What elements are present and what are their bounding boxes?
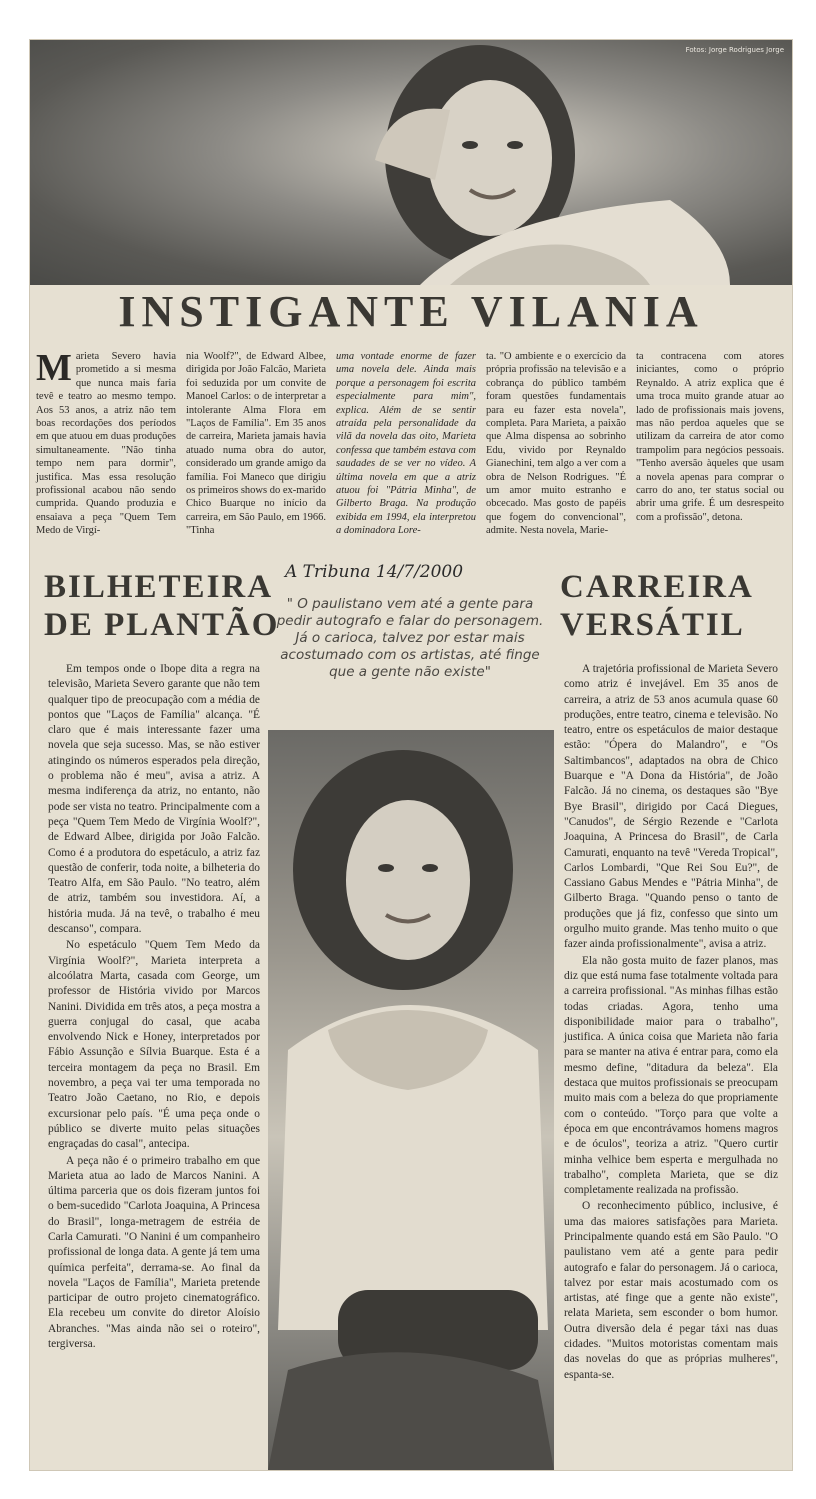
right-paragraph-3: O reconhecimento público, inclusive, é uma das maiores satisfações para Marieta. Principalmente quando está em São Paulo. "O paulistano vem até a gente para pedir autografo e falar do personagem. Já o carioca, talvez por estar mais acostumado com os artistas, até finge que a gente não existe", relata Marieta, sem esconder o bom humor. Outra diversão dela é pegar táxi nas duas cidades. "Muitos motoristas comentam mais das novelas do que as próprias mulheres", espanta-se.	[564, 1200, 778, 1381]
left-title-line1: BILHETEIRA	[44, 569, 274, 605]
top-article-col2: nia Woolf?", de Edward Albee, dirigida por João Falcão, Marieta foi seduzida por um convite de Manoel Carlos: o de interpretar a intolerante Alma Flora em "Laços de Família". Em 35 anos de carreira, Marieta jamais havia atuado numa obra do autor, considerado um grande amigo da família. Foi Maneco que dirigiu os primeiros shows do ex-marido Chico Buarque no início da carreira, em São Paulo, em 1966. "Tinha	[186, 351, 326, 537]
left-section-title	[44, 568, 279, 644]
portrait-illustration-bottom	[268, 730, 554, 1470]
right-title-line1: CARREIRA	[560, 569, 754, 605]
right-paragraph-2: Ela não gosta muito de fazer planos, mas diz que está numa fase totalmente voltada para a carreira profissional. "As minhas filhas estão todas criadas. Agora, tenho uma disponibilidade maior para o trabalho", justifica. A única coisa que Marieta não faria para se manter na ativa é entrar para, como ela mesmo define, "ditadura da beleza". Ela destaca que muitos profissionais se preocupam muito mais com a beleza do que propriamente com o conteúdo. "Torço para que volte a época em que encontrávamos homens magros e de óculos", teoriza a atriz. "Quero curtir minha velhice bem esperta e mergulhada no trabalho", completa Marieta, que se diz completamente realizada na profissão.	[564, 954, 778, 1197]
left-paragraph-2: No espetáculo "Quem Tem Medo da Virgínia Woolf?", Marieta interpreta a alcoólatra Marta, casada com George, um professor de História vivido por Marcos Nanini. Dividida em três atos, a peça mostra a guerra conjugal do casal, que acaba envolvendo Nick e Honey, interpretados por Fábio Assunção e Sílvia Buarque. Esta é a terceira montagem da peça no Brasil. Em novembro, a peça vai ter uma temporada no Teatro João Caetano, no Rio, e depois excursionar pelo país. "É uma peça onde o público se diverte muito pelas situações engraçadas do casal", antecipa.	[48, 939, 260, 1151]
handwritten-date-note: A Tribuna 14/7/2000	[285, 562, 464, 582]
right-title-line2: VERSÁTIL	[560, 607, 745, 643]
right-section-title	[560, 568, 754, 644]
right-paragraph-1: A trajetória profissional de Marieta Severo como atriz é invejável. Em 35 anos de carreira, a atriz de 53 anos acumula quase 60 produções, entre teatro, cinema e televisão. No teatro, entre os espetáculos de maior destaque estão: "Ópera do Malandro", e "Os Saltimbancos", adaptados na obra de Chico Buarque e "A Dona da História", de João Falcão. Já no cinema, os destaques são "Bye Bye Brasil", dirigido por Cacá Diegues, "Canudos", de Sérgio Rezende e "Carlota Joaquina, A Princesa do Brasil", de Carla Camurati, enquanto na tevê "Vereda Tropical", Carlos Lombardi, "Que Rei Sou Eu?", de Cassiano Gabus Mendes e "Pátria Minha", de Gilberto Braga. "Quando penso o tanto de produções que já fiz, confesso que sinto um orgulho muito grande. Mas tenho muito o que fazer ainda profissionalmente", avisa a atriz.	[564, 663, 778, 951]
dropcap: M	[36, 347, 72, 389]
top-article-col1-text: arieta Severo havia prometido a si mesma que nunca mais faria tevê e teatro ao mesmo tempo. Aos 53 anos, a atriz não tem boas recordações dos períodos em que atuou em duas produções simultaneamente. "Não tinha tempo nem para dormir", justifica. Mas essa resolução profissional acabou não sendo cumprida. Quando produzia e ensaiava a peça "Quem Tem Medo de Virgí-	[36, 351, 176, 537]
pull-quote: " O paulistano vem até a gente para pedir autografo e falar do personagem. Já o carioca, talvez por estar mais acostumado com os artistas, até finge que a gente não existe"	[276, 596, 544, 680]
left-paragraph-3: A peça não é o primeiro trabalho em que Marieta atua ao lado de Marcos Nanini. A última parceria que os dois fizeram juntos foi o bem-sucedido "Carlota Joaquina, A Princesa do Brasil", longa-metragem de estréia de Carla Camurati. "O Nanini é um companheiro profissional de longa data. A gente já tem uma química perfeita", derrama-se. Ao final da novela "Laços de Família", Marieta pretende participar de outro projeto cinematográfico. Ela recebeu um convite do diretor Aloísio Abranches. "Mas ainda não sei o roteiro", tergiversa.	[48, 1154, 260, 1351]
photo-credit: Fotos: Jorge Rodrigues Jorge	[685, 46, 784, 54]
portrait-photo-top	[30, 40, 792, 285]
portrait-illustration-top	[30, 40, 792, 285]
portrait-photo-bottom	[268, 730, 554, 1470]
newspaper-clipping	[30, 40, 792, 1470]
left-title-line2: DE PLANTÃO	[44, 607, 280, 643]
left-section-body	[48, 662, 260, 1353]
left-paragraph-1: Em tempos onde o Ibope dita a regra na televisão, Marieta Severo garante que não tem qualquer tipo de preocupação com a média de pontos que "Laços de Família" alcança. "É claro que é mais interessante fazer uma novela que seja sucesso. Mas, se não estiver atingindo os números esperados pela direção, o problema não é meu", avisa a atriz. A mesma indiferença da atriz, no entanto, não pode ser vista no teatro. Principalmente com a peça "Quem Tem Medo de Virgínia Woolf?", de Edward Albee, dirigida por João Falcão. Como é a produtora do espetáculo, a atriz faz questão de conferir, toda noite, a bilheteria do Teatro Alfa, em São Paulo. "No teatro, além de atriz, também sou investidora. Aí, a história muda. Já na tevê, o trabalho é meu descanso", compara.	[48, 663, 260, 936]
top-article-col5: ta contracena com atores iniciantes, como o próprio Reynaldo. A atriz explica que é uma troca muito grande atuar ao lado de profissionais mais jovens, mas não perdoa aqueles que se utilizam da carreira de ator como trampolim para negócios pessoais. "Tenho aversão àqueles que usam a novela apenas para comprar o carro do ano, ter status social ou abrir uma grife. É um desrespeito com a profissão", detona.	[636, 351, 784, 523]
right-section-body	[564, 662, 778, 1384]
top-article-col3: uma vontade enorme de fazer uma novela dele. Ainda mais porque a personagem foi escrita especialmente para mim", explica. Além de se sentir atraída pela personalidade da vilã da novela das oito, Marieta confessa que também estava com saudades de se ver no vídeo. A última novela em que a atriz atuou foi "Pátria Minha", de Gilberto Braga. Na produção exibida em 1994, ela interpretou a dominadora Lore-	[336, 351, 476, 537]
headline: INSTIGANTE VILANIA	[118, 287, 704, 336]
top-article-col4: ta. "O ambiente e o exercício da própria profissão na televisão e a cobrança do público também foram questões fundamentais para eu fazer esta novela", completa. Para Marieta, a paixão que Alma dispensa ao sobrinho Edu, vivido por Reynaldo Gianechini, tem algo a ver com a obra de Nelson Rodrigues. "É um amor muito estranho e obcecado. Mas gosto de papéis que fogem do convencional", admite. Nesta novela, Marie-	[486, 351, 626, 537]
top-article-col1	[36, 347, 176, 538]
